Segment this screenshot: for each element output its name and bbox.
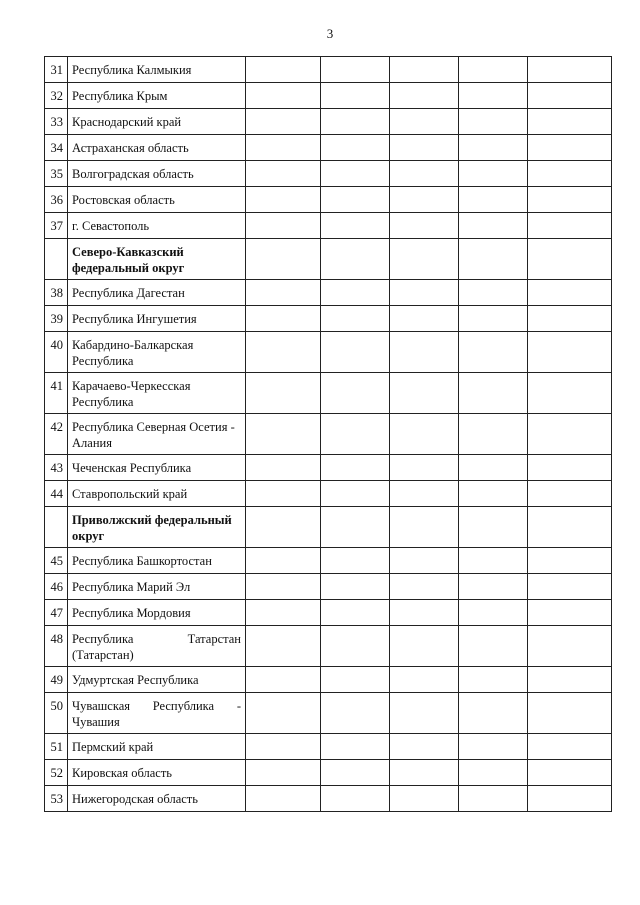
row-number-cell: 41	[45, 373, 68, 414]
empty-data-cell	[390, 332, 459, 373]
empty-data-cell	[390, 600, 459, 626]
empty-data-cell	[390, 280, 459, 306]
empty-data-cell	[459, 414, 528, 455]
empty-data-cell	[321, 373, 390, 414]
table-row	[45, 373, 612, 414]
table-row	[45, 760, 612, 786]
empty-data-cell	[246, 280, 321, 306]
empty-data-cell	[390, 455, 459, 481]
empty-data-cell	[321, 332, 390, 373]
empty-data-cell	[459, 481, 528, 507]
row-number-cell: 32	[45, 83, 68, 109]
row-number-cell: 35	[45, 161, 68, 187]
empty-data-cell	[246, 57, 321, 83]
region-name-cell	[68, 693, 246, 734]
empty-data-cell	[246, 135, 321, 161]
regions-table	[44, 56, 612, 812]
table-row	[45, 109, 612, 135]
row-number-cell: 43	[45, 455, 68, 481]
empty-data-cell	[459, 574, 528, 600]
empty-data-cell	[528, 83, 612, 109]
table-row	[45, 161, 612, 187]
region-name-cell: Республика Дагестан	[68, 280, 246, 306]
empty-data-cell	[528, 734, 612, 760]
table-section-header-row	[45, 239, 612, 280]
empty-data-cell	[246, 213, 321, 239]
empty-data-cell	[246, 574, 321, 600]
empty-data-cell	[459, 548, 528, 574]
empty-data-cell	[321, 481, 390, 507]
row-number-cell: 40	[45, 332, 68, 373]
table-row	[45, 626, 612, 667]
region-name-cell: Республика Башкортостан	[68, 548, 246, 574]
row-number-cell: 33	[45, 109, 68, 135]
empty-data-cell	[246, 734, 321, 760]
empty-data-cell	[390, 507, 459, 548]
empty-data-cell	[459, 109, 528, 135]
region-name-cell: Нижегородская область	[68, 786, 246, 812]
empty-data-cell	[246, 693, 321, 734]
row-number-cell: 36	[45, 187, 68, 213]
region-name-cell: Волгоградская область	[68, 161, 246, 187]
empty-data-cell	[459, 57, 528, 83]
empty-data-cell	[321, 57, 390, 83]
empty-data-cell	[246, 667, 321, 693]
empty-data-cell	[528, 109, 612, 135]
empty-data-cell	[528, 373, 612, 414]
empty-data-cell	[528, 455, 612, 481]
region-name-cell: Республика Марий Эл	[68, 574, 246, 600]
row-number-cell: 42	[45, 414, 68, 455]
empty-data-cell	[459, 213, 528, 239]
empty-data-cell	[528, 760, 612, 786]
row-number-cell: 52	[45, 760, 68, 786]
region-name-cell: Республика Северная Осетия - Алания	[68, 414, 246, 455]
empty-data-cell	[246, 306, 321, 332]
row-number-cell: 51	[45, 734, 68, 760]
empty-data-cell	[528, 306, 612, 332]
empty-data-cell	[321, 760, 390, 786]
table-row	[45, 548, 612, 574]
empty-data-cell	[390, 667, 459, 693]
empty-data-cell	[459, 83, 528, 109]
empty-data-cell	[321, 455, 390, 481]
empty-data-cell	[390, 306, 459, 332]
empty-data-cell	[321, 213, 390, 239]
table-row	[45, 332, 612, 373]
empty-data-cell	[390, 161, 459, 187]
regions-table-container	[44, 56, 611, 812]
empty-data-cell	[321, 161, 390, 187]
table-row	[45, 481, 612, 507]
empty-data-cell	[390, 187, 459, 213]
table-body	[45, 57, 612, 812]
empty-data-cell	[390, 626, 459, 667]
empty-data-cell	[528, 332, 612, 373]
empty-data-cell	[390, 481, 459, 507]
region-name-cell: Кировская область	[68, 760, 246, 786]
empty-data-cell	[246, 786, 321, 812]
empty-data-cell	[246, 187, 321, 213]
empty-data-cell	[459, 187, 528, 213]
empty-data-cell	[459, 280, 528, 306]
table-row	[45, 786, 612, 812]
row-number-cell: 50	[45, 693, 68, 734]
empty-data-cell	[246, 507, 321, 548]
empty-data-cell	[390, 786, 459, 812]
empty-data-cell	[528, 239, 612, 280]
region-name-line: (Татарстан)	[72, 648, 134, 662]
empty-data-cell	[459, 667, 528, 693]
row-number-cell: 44	[45, 481, 68, 507]
table-row	[45, 600, 612, 626]
table-row	[45, 455, 612, 481]
empty-data-cell	[459, 507, 528, 548]
empty-data-cell	[459, 693, 528, 734]
region-name-cell: Республика Калмыкия	[68, 57, 246, 83]
row-number-cell	[45, 239, 68, 280]
empty-data-cell	[246, 760, 321, 786]
table-row	[45, 306, 612, 332]
empty-data-cell	[459, 135, 528, 161]
region-name-line: Чувашская Республика -	[72, 699, 241, 713]
empty-data-cell	[528, 693, 612, 734]
empty-data-cell	[321, 734, 390, 760]
empty-data-cell	[321, 667, 390, 693]
empty-data-cell	[528, 548, 612, 574]
empty-data-cell	[459, 600, 528, 626]
row-number-cell: 38	[45, 280, 68, 306]
table-row	[45, 414, 612, 455]
region-name-cell: Республика Крым	[68, 83, 246, 109]
row-number-cell: 34	[45, 135, 68, 161]
empty-data-cell	[528, 600, 612, 626]
row-number-cell	[45, 507, 68, 548]
empty-data-cell	[321, 187, 390, 213]
empty-data-cell	[321, 414, 390, 455]
empty-data-cell	[390, 574, 459, 600]
page-number: 3	[326, 26, 334, 41]
empty-data-cell	[528, 481, 612, 507]
empty-data-cell	[459, 332, 528, 373]
federal-district-name-cell: Северо-Кавказский федеральный округ	[68, 239, 246, 280]
region-name-cell: Кабардино-Балкарская Республика	[68, 332, 246, 373]
empty-data-cell	[528, 187, 612, 213]
empty-data-cell	[459, 161, 528, 187]
row-number-cell: 46	[45, 574, 68, 600]
table-section-header-row	[45, 507, 612, 548]
empty-data-cell	[459, 760, 528, 786]
region-name-cell: Пермский край	[68, 734, 246, 760]
region-name-line: Чувашия	[72, 715, 120, 729]
empty-data-cell	[390, 213, 459, 239]
empty-data-cell	[321, 239, 390, 280]
empty-data-cell	[321, 109, 390, 135]
empty-data-cell	[321, 135, 390, 161]
empty-data-cell	[246, 332, 321, 373]
empty-data-cell	[390, 693, 459, 734]
region-name-cell: Ставропольский край	[68, 481, 246, 507]
empty-data-cell	[246, 414, 321, 455]
table-row	[45, 574, 612, 600]
empty-data-cell	[459, 786, 528, 812]
table-row	[45, 135, 612, 161]
empty-data-cell	[528, 280, 612, 306]
row-number-cell: 45	[45, 548, 68, 574]
empty-data-cell	[528, 507, 612, 548]
empty-data-cell	[528, 626, 612, 667]
empty-data-cell	[528, 574, 612, 600]
empty-data-cell	[390, 57, 459, 83]
empty-data-cell	[528, 135, 612, 161]
empty-data-cell	[390, 548, 459, 574]
empty-data-cell	[528, 786, 612, 812]
row-number-cell: 37	[45, 213, 68, 239]
empty-data-cell	[459, 306, 528, 332]
empty-data-cell	[390, 760, 459, 786]
empty-data-cell	[246, 626, 321, 667]
empty-data-cell	[246, 600, 321, 626]
empty-data-cell	[321, 548, 390, 574]
region-name-cell: Республика Мордовия	[68, 600, 246, 626]
empty-data-cell	[246, 161, 321, 187]
region-name-cell: Карачаево-Черкесская Республика	[68, 373, 246, 414]
empty-data-cell	[246, 481, 321, 507]
empty-data-cell	[321, 600, 390, 626]
empty-data-cell	[528, 213, 612, 239]
region-name-cell: Краснодарский край	[68, 109, 246, 135]
region-name-cell: Астраханская область	[68, 135, 246, 161]
empty-data-cell	[459, 626, 528, 667]
empty-data-cell	[246, 373, 321, 414]
empty-data-cell	[321, 83, 390, 109]
empty-data-cell	[390, 414, 459, 455]
empty-data-cell	[321, 693, 390, 734]
empty-data-cell	[528, 161, 612, 187]
empty-data-cell	[528, 57, 612, 83]
region-name-cell	[68, 626, 246, 667]
region-name-cell: Удмуртская Республика	[68, 667, 246, 693]
empty-data-cell	[321, 507, 390, 548]
empty-data-cell	[321, 786, 390, 812]
empty-data-cell	[321, 306, 390, 332]
row-number-cell: 31	[45, 57, 68, 83]
empty-data-cell	[246, 455, 321, 481]
empty-data-cell	[459, 373, 528, 414]
row-number-cell: 53	[45, 786, 68, 812]
empty-data-cell	[246, 239, 321, 280]
empty-data-cell	[390, 373, 459, 414]
empty-data-cell	[321, 280, 390, 306]
row-number-cell: 48	[45, 626, 68, 667]
empty-data-cell	[459, 455, 528, 481]
federal-district-name-cell: Приволжский федеральный округ	[68, 507, 246, 548]
empty-data-cell	[390, 83, 459, 109]
region-name-cell: Ростовская область	[68, 187, 246, 213]
row-number-cell: 39	[45, 306, 68, 332]
table-row	[45, 83, 612, 109]
table-row	[45, 57, 612, 83]
empty-data-cell	[390, 734, 459, 760]
empty-data-cell	[390, 109, 459, 135]
table-row	[45, 187, 612, 213]
empty-data-cell	[459, 734, 528, 760]
empty-data-cell	[321, 626, 390, 667]
table-row	[45, 280, 612, 306]
empty-data-cell	[246, 109, 321, 135]
row-number-cell: 49	[45, 667, 68, 693]
empty-data-cell	[246, 548, 321, 574]
table-row	[45, 693, 612, 734]
table-row	[45, 734, 612, 760]
table-row	[45, 667, 612, 693]
row-number-cell: 47	[45, 600, 68, 626]
table-row	[45, 213, 612, 239]
empty-data-cell	[528, 667, 612, 693]
empty-data-cell	[528, 414, 612, 455]
region-name-line: Республика Татарстан	[72, 632, 241, 646]
region-name-cell: Республика Ингушетия	[68, 306, 246, 332]
empty-data-cell	[321, 574, 390, 600]
region-name-cell: Чеченская Республика	[68, 455, 246, 481]
empty-data-cell	[390, 135, 459, 161]
empty-data-cell	[459, 239, 528, 280]
empty-data-cell	[390, 239, 459, 280]
empty-data-cell	[246, 83, 321, 109]
region-name-cell: г. Севастополь	[68, 213, 246, 239]
